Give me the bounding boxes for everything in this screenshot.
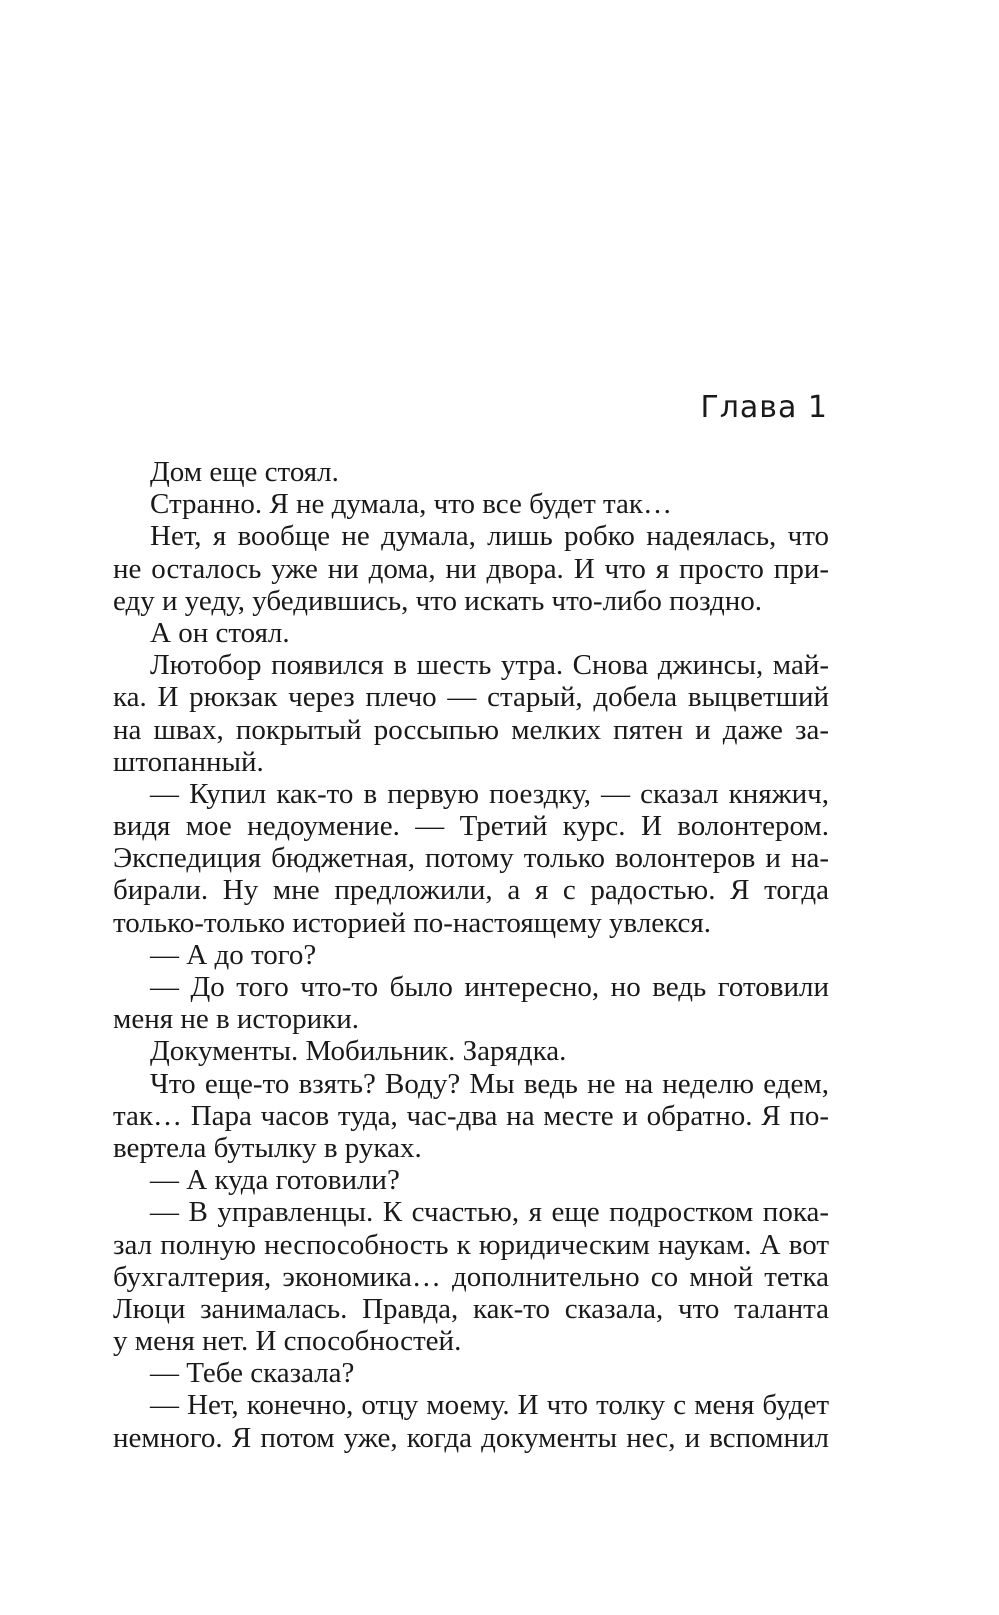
text-line: так… Пара часов туда, час-два на месте и обратно. Я по-: [113, 1099, 829, 1132]
text-line: Что еще-то взять? Воду? Мы ведь не на неделю едем,: [150, 1067, 829, 1100]
text-line: вертела бутылку в руках.: [113, 1131, 422, 1164]
text-line: — Купил как-то в первую поездку, — сказал княжич,: [150, 777, 829, 810]
text-line: немного. Я потом уже, когда документы нес, и вспомнил: [113, 1421, 829, 1454]
text-line: зал полную неспособность к юридическим наукам. А вот: [113, 1228, 829, 1261]
chapter-body-text: [113, 456, 829, 1454]
chapter-title: Глава 1: [700, 390, 828, 425]
text-line: — До того что-то было интересно, но ведь готовили: [150, 971, 829, 1003]
text-line: Экспедиция бюджетная, потому только волонтеров и на-: [113, 842, 829, 875]
text-line: Лютобор появился в шесть утра. Снова джинсы, май-: [150, 649, 829, 682]
text-line: Люци занималась. Правда, как-то сказала, что таланта: [113, 1292, 829, 1325]
text-line: А он стоял.: [150, 616, 290, 649]
text-line: — А куда готовили?: [150, 1164, 400, 1197]
text-line: бирали. Ну мне предложили, а я с радостью. Я тогда: [113, 874, 829, 907]
text-line: — Нет, конечно, отцу моему. И что толку с меня будет: [150, 1389, 829, 1422]
text-line: — Тебе сказала?: [150, 1357, 355, 1390]
text-line: на швах, покрытый россыпью мелких пятен и даже за-: [113, 713, 829, 746]
text-line: Дом еще стоял.: [150, 456, 339, 488]
text-line: штопанный.: [113, 745, 264, 778]
text-line: у меня нет. И способностей.: [113, 1325, 462, 1358]
text-line: не осталось уже ни дома, ни двора. И что я просто при-: [113, 552, 829, 585]
text-line: Нет, я вообще не думала, лишь робко надеялась, что: [150, 520, 829, 553]
text-line: — В управленцы. К счастью, я еще подростком пока-: [150, 1196, 829, 1229]
text-line: — А до того?: [150, 938, 317, 971]
text-line: Странно. Я не думала, что все будет так…: [150, 488, 672, 521]
text-line: бухгалтерия, экономика… дополнительно со мной тетка: [113, 1260, 829, 1293]
text-line: только-только историей по-настоящему увлекся.: [113, 906, 711, 939]
text-line: видя мое недоумение. — Третий курс. И волонтером.: [113, 810, 829, 843]
text-line: Документы. Мобильник. Зарядка.: [150, 1035, 567, 1068]
text-line: меня не в историки.: [113, 1003, 359, 1036]
text-line: ка. И рюкзак через плечо — старый, добела выцветший: [113, 681, 829, 714]
text-line: еду и уеду, убедившись, что искать что-либо поздно.: [113, 584, 763, 617]
